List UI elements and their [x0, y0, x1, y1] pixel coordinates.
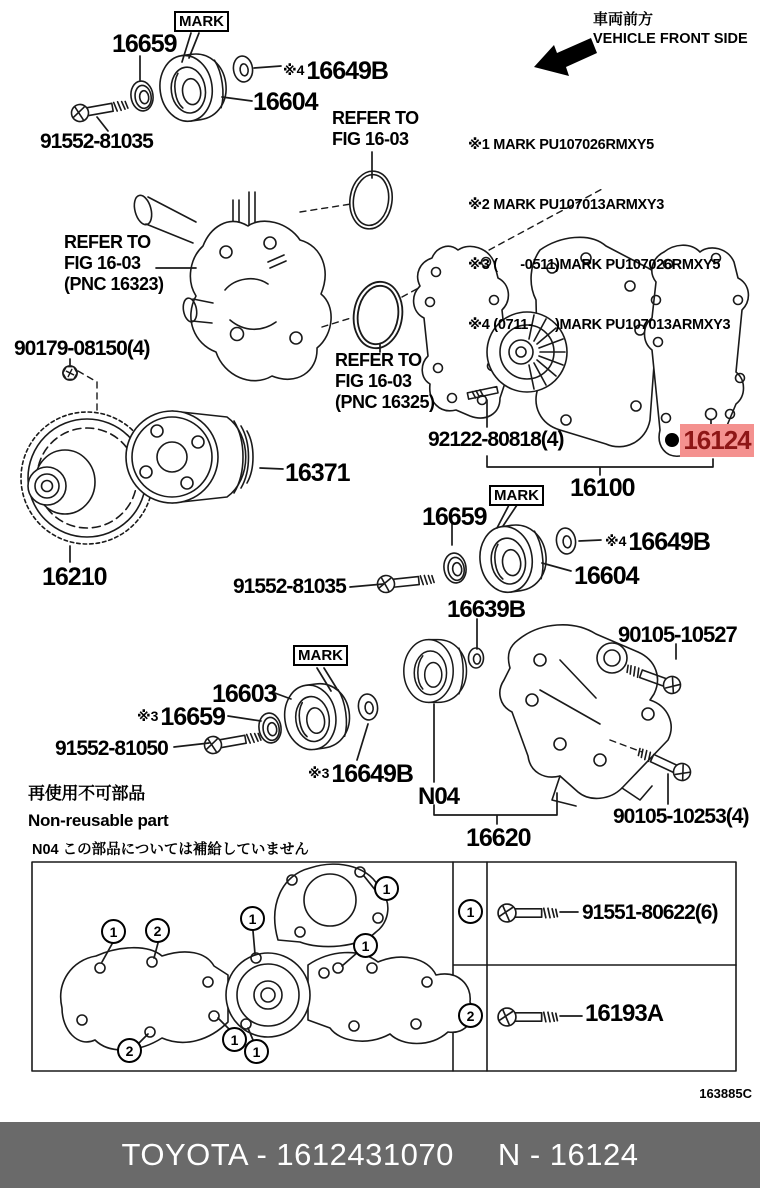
part-label-92122-80818[interactable]: 92122-80818(4) [428, 428, 564, 451]
part-label-16639b[interactable]: 16639B [447, 596, 526, 623]
vehicle-front-label-jp: 車両前方 [593, 11, 654, 28]
part-label-16659-top[interactable]: 16659 [112, 30, 177, 58]
part-label-91552-81050[interactable]: 91552-81050 [55, 737, 168, 760]
part-label-16620[interactable]: 16620 [466, 824, 531, 852]
footer-bar [0, 1122, 760, 1188]
part-label-91552-81035-middle[interactable]: 91552-81035 [233, 575, 346, 598]
callout-2: 2 [145, 918, 170, 943]
callout-1: 1 [222, 1027, 247, 1052]
part-label-16193a[interactable]: 16193A [585, 1000, 664, 1027]
mark-box-top: MARK [174, 11, 229, 32]
legend-text-en: Non-reusable part [28, 811, 169, 830]
part-label-16649b-middle[interactable]: ※416649B [605, 528, 710, 556]
callout-1: 1 [353, 933, 378, 958]
part-label-90105-10527[interactable]: 90105-10527 [618, 622, 737, 647]
table-callout-2: 2 [458, 1003, 483, 1028]
part-label-n04[interactable]: N04 [418, 783, 460, 810]
callout-2: 2 [117, 1038, 142, 1063]
part-label-16649b-top[interactable]: ※416649B [283, 57, 388, 85]
callout-1: 1 [240, 906, 265, 931]
callout-1: 1 [244, 1039, 269, 1064]
mark-note-3: ※3 ( -0511)MARK PU107026RMXY5 [468, 257, 721, 273]
part-label-90105-10253[interactable]: 90105-10253(4) [613, 805, 749, 828]
part-label-90179-08150[interactable]: 90179-08150(4) [14, 337, 150, 360]
part-label-16371[interactable]: 16371 [285, 459, 350, 487]
part-label-16649b-lower[interactable]: ※316649B [308, 760, 413, 788]
pulley-16371-drawing [126, 411, 253, 503]
legend-text-jp: 再使用不可部品 [28, 784, 145, 803]
footer-catalog-number: TOYOTA - 1612431070 [121, 1137, 454, 1172]
mark-note-4: ※4 (0711- )MARK PU107013ARMXY3 [468, 317, 731, 333]
highlighted-part-16124[interactable]: 16124 [680, 424, 754, 457]
part-label-91552-81035-top[interactable]: 91552-81035 [40, 130, 153, 153]
callout-1: 1 [101, 919, 126, 944]
part-label-16210[interactable]: 16210 [42, 563, 107, 591]
refer-fig-pnc16325[interactable]: REFER TO FIG 16-03 (PNC 16325) [335, 350, 435, 412]
mark-note-2: ※2 MARK PU107013ARMXY3 [468, 197, 665, 213]
part-label-16659-lower[interactable]: ※316659 [137, 703, 225, 731]
mark-ref-x4: ※4 [283, 62, 305, 78]
part-label-16604-middle[interactable]: 16604 [574, 562, 639, 590]
non-reusable-bullet-16124-icon [665, 433, 679, 447]
part-label-91551-80622[interactable]: 91551-80622(6) [582, 901, 718, 924]
part-label-16100[interactable]: 16100 [570, 474, 635, 502]
refer-fig-pnc16323[interactable]: REFER TO FIG 16-03 (PNC 16323) [64, 232, 164, 294]
mark-note-1: ※1 MARK PU107026RMXY5 [468, 137, 654, 153]
mark-box-lower: MARK [293, 645, 348, 666]
n04-supply-note: N04 この部品については補給していません [32, 842, 309, 858]
part-label-16604-top[interactable]: 16604 [253, 88, 318, 116]
table-callout-1: 1 [458, 899, 483, 924]
doc-code: 163885C [699, 1086, 752, 1101]
mark-box-middle: MARK [489, 485, 544, 506]
vehicle-front-label-en: VEHICLE FRONT SIDE [593, 31, 748, 47]
vehicle-front-arrow-icon [534, 38, 597, 76]
leader-16371 [260, 468, 283, 469]
o-ring-1-drawing [300, 152, 396, 232]
water-pump-bottom-drawing [61, 864, 473, 1050]
callout-1: 1 [374, 876, 399, 901]
legend [28, 779, 168, 831]
part-label-16659-middle[interactable]: 16659 [422, 503, 487, 531]
part-label-16603[interactable]: 16603 [212, 680, 277, 708]
refer-fig-top[interactable]: REFER TO FIG 16-03 [332, 108, 419, 149]
footer-part-ref: N - 16124 [497, 1137, 639, 1172]
mark-notes [468, 95, 730, 375]
